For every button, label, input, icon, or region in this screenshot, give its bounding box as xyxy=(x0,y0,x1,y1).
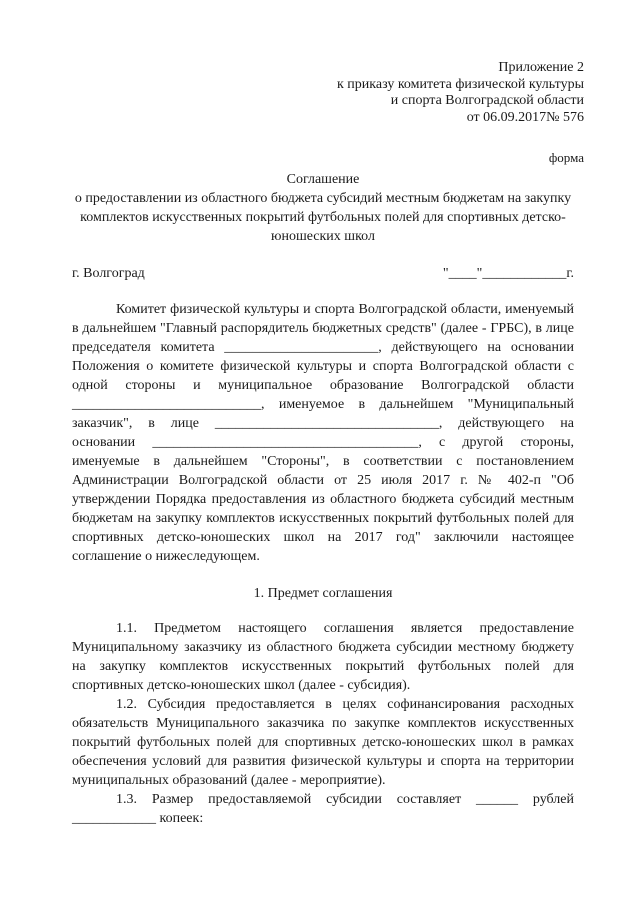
appendix-line: к приказу комитета физической культуры xyxy=(337,76,584,92)
clause-1-1: 1.1. Предметом настоящего соглашения является предоставление Муниципальному заказчику из областного бюджета субсидии местному бюджету на закупку комплектов искусственных покрытий футбольных полей для спортивных детско-юношеских школ (далее - субсидия). xyxy=(72,621,574,693)
date-placeholder: "____"____________г. xyxy=(442,266,574,281)
appendix-line: и спорта Волгоградской области xyxy=(390,93,584,108)
form-label: форма xyxy=(548,150,584,165)
city: г. Волгоград xyxy=(72,266,145,281)
preamble-text: Комитет физической культуры и спорта Волгоградской области, именуемый в дальнейшем "Главный распорядитель бюджетных средств" (далее - ГРБС), в лице председателя комитета ______________________, действующего на основании Положения о комитете физической культуры и спорта Волгоградской области с одной стороны и муниципальное образование Волгоградской области ___________________________, именуемое в дальнейшем "Муниципальный заказчик", в лице ________________________________, действующего на основании ______________________________________, с другой стороны, именуемые в дальнейшем "Стороны", в соответствии с постановлением Администрации Волгоградской области от 25 июля 2017 г. № 402-п "Об утверждении Порядка предоставления из областного бюджета субсидий местным бюджетам на закупку комплектов искусственных покрытий футбольных полей для спортивных детско-юношеских школ на 2017 год" заключили настоящее соглашение о нижеследующем. xyxy=(72,302,574,564)
appendix-line: Приложение 2 xyxy=(498,60,584,75)
document-subtitle: о предоставлении из областного бюджета субсидий местным бюджетам на закупку комплектов искусственных покрытий футбольных полей для спортивных детско-юношеских школ xyxy=(74,191,572,244)
clause-1-3: 1.3. Размер предоставляемой субсидии составляет ______ рублей ____________ копеек: xyxy=(72,792,574,826)
document-title: Соглашение xyxy=(286,172,360,187)
clause-1-2: 1.2. Субсидия предоставляется в целях софинансирования расходных обязательств Муниципального заказчика по закупке комплектов искусственных покрытий футбольных полей для спортивных детско-юношеских школ в рамках обеспечения условий для развития физической культуры и спорта на территории муниципальных образований (далее - мероприятие). xyxy=(72,697,574,788)
preamble xyxy=(72,300,574,566)
appendix-header xyxy=(72,60,584,126)
appendix-line: от 06.09.2017№ 576 xyxy=(466,109,584,125)
city-date-row xyxy=(72,264,574,283)
section-title: 1. Предмет соглашения xyxy=(253,586,393,601)
